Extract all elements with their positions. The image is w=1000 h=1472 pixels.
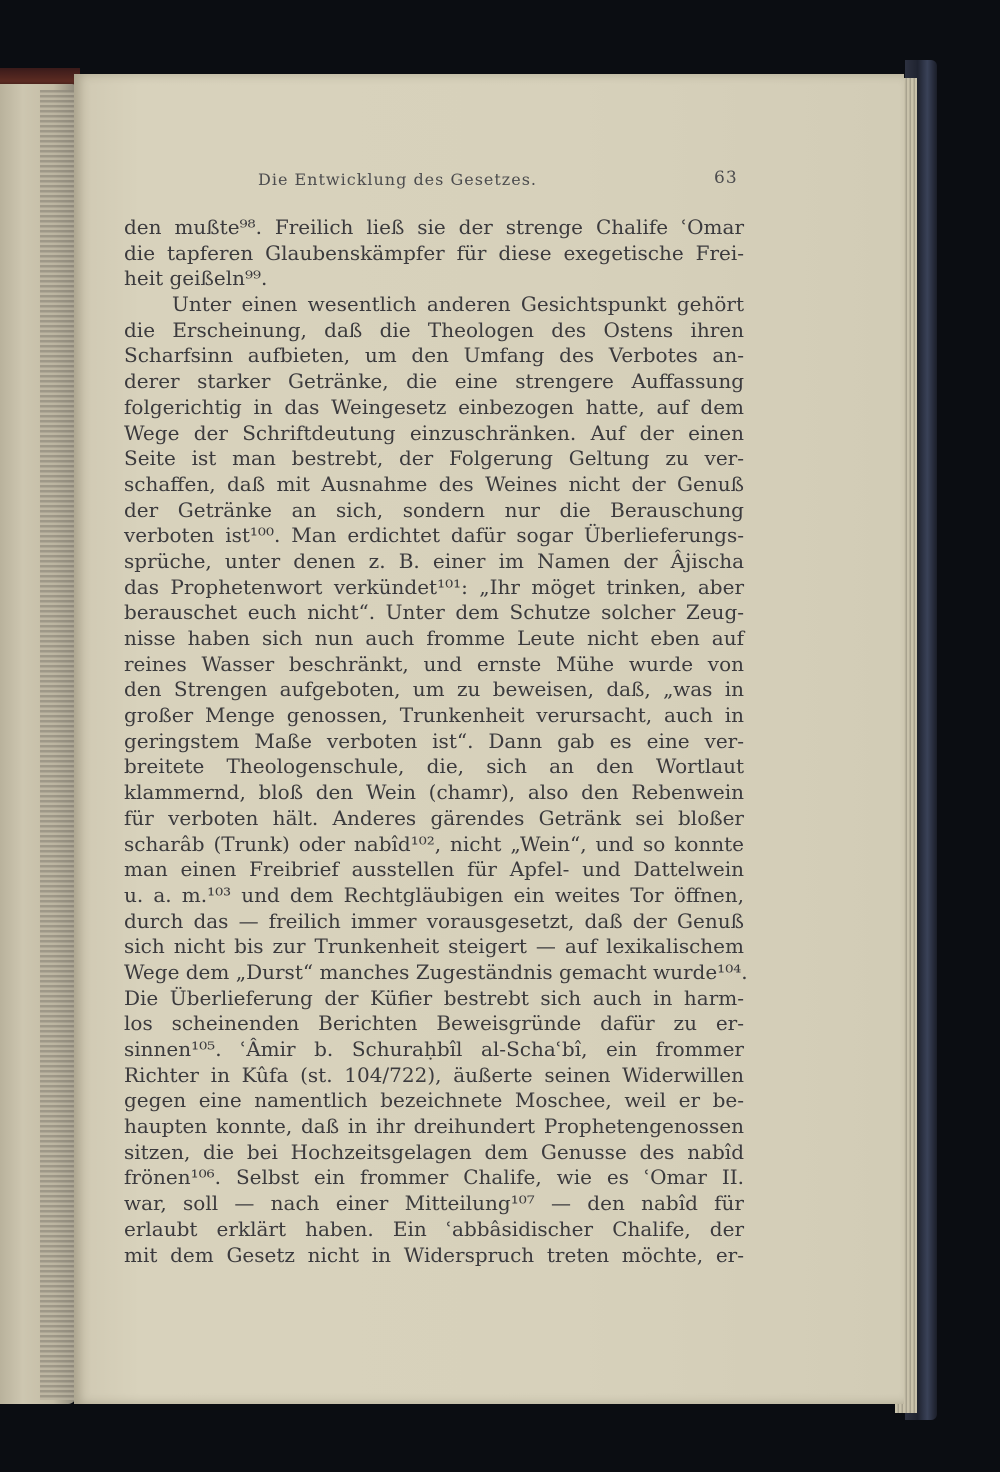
left-page-stack — [40, 90, 76, 1400]
text-line: das Prophetenwort verkündet¹⁰¹: „Ihr möget trinken, aber — [124, 574, 744, 599]
text-line: war, soll — nach einer Mitteilung¹⁰⁷ — den nabîd für — [124, 1191, 744, 1216]
page-number: 63 — [714, 168, 738, 188]
text-line: die Erscheinung, daß die Theologen des Ostens ihren — [124, 317, 744, 342]
text-line: verboten ist¹⁰⁰. Man erdichtet dafür sogar Überlieferungs- — [124, 523, 744, 548]
text-line: Unter einen wesentlich anderen Gesichtspunkt gehört — [172, 292, 744, 317]
text-line: für verboten hält. Anderes gärendes Getränk sei bloßer — [124, 805, 744, 830]
text-line: klammernd, bloß den Wein (chamr), also den Rebenwein — [124, 780, 744, 805]
text-line: scharâb (Trunk) oder nabîd¹⁰², nicht „Wein“, und so konnte — [124, 831, 744, 856]
text-line: Wege dem „Durst“ manches Zugeständnis gemacht wurde¹⁰⁴. — [124, 959, 748, 984]
text-line: den mußte⁹⁸. Freilich ließ sie der strenge Chalife ʿOmar — [124, 215, 744, 239]
text-line: breitete Theologenschule, die, sich an den Wortlaut — [124, 754, 744, 779]
text-line: sprüche, unter denen z. B. einer im Namen der Âjischa — [124, 548, 744, 573]
text-line: reines Wasser beschränkt, und ernste Mühe wurde von — [124, 651, 744, 676]
text-line: Scharfsinn aufbieten, um den Umfang des Verbotes an- — [124, 343, 744, 368]
running-title: Die Entwicklung des Gesetzes. — [258, 170, 537, 189]
text-line: los scheinenden Berichten Beweisgründe dafür zu er- — [124, 1011, 744, 1036]
text-line: sitzen, die bei Hochzeitsgelagen dem Genusse des nabîd — [124, 1139, 744, 1164]
text-line: derer starker Getränke, die eine strengere Auffassung — [124, 369, 744, 394]
text-line: nisse haben sich nun auch fromme Leute nicht eben auf — [124, 626, 744, 650]
page-header — [0, 170, 1000, 194]
text-line: man einen Freibrief ausstellen für Apfel- und Dattelwein — [124, 857, 744, 882]
text-line: erlaubt erklärt haben. Ein ʿabbâsidischer Chalife, der — [124, 1216, 744, 1241]
text-line: sich nicht bis zur Trunkenheit steigert — auf lexikalischem — [124, 934, 744, 959]
text-line: schaffen, daß mit Ausnahme des Weines nicht der Genuß — [124, 471, 744, 496]
text-line: großer Menge genossen, Trunkenheit verursacht, auch in — [124, 703, 744, 728]
text-line: durch das — freilich immer vorausgesetzt, daß der Genuß — [124, 908, 744, 933]
text-line: heit geißeln⁹⁹. — [124, 266, 268, 291]
text-line: u. a. m.¹⁰³ und dem Rechtgläubigen ein weites Tor öffnen, — [124, 882, 744, 907]
text-line: geringstem Maße verboten ist“. Dann gab es eine ver- — [124, 728, 744, 753]
text-line: Richter in Kûfa (st. 104/722), äußerte seinen Widerwillen — [124, 1062, 744, 1087]
text-line: Die Überlieferung der Küfier bestrebt sich auch in harm- — [124, 985, 744, 1010]
text-line: der Getränke an sich, sondern nur die Berauschung — [124, 497, 744, 522]
text-line: Wege der Schriftdeutung einzuschränken. Auf der einen — [124, 420, 744, 445]
text-line: berauschet euch nicht“. Unter dem Schutze solcher Zeug- — [124, 600, 744, 625]
text-line: gegen eine namentlich bezeichnete Moschee, weil er be- — [124, 1088, 744, 1113]
text-line: die tapferen Glaubenskämpfer für diese exegetische Frei- — [124, 240, 744, 265]
text-line: haupten konnte, daß in ihr dreihundert Prophetengenossen — [124, 1114, 744, 1139]
text-line: sinnen¹⁰⁵. ʿÂmir b. Schuraḥbîl al-Schaʿbî, ein frommer — [124, 1037, 744, 1061]
text-line: folgerichtig in das Weingesetz einbezogen hatte, auf dem — [124, 394, 744, 419]
text-line: frönen¹⁰⁶. Selbst ein frommer Chalife, wie es ʿOmar II. — [124, 1165, 744, 1190]
body-text — [124, 215, 748, 1268]
text-line: Seite ist man bestrebt, der Folgerung Geltung zu ver- — [124, 446, 744, 471]
text-line: mit dem Gesetz nicht in Widerspruch treten möchte, er- — [124, 1242, 744, 1267]
text-line: den Strengen aufgeboten, um zu beweisen, daß, „was in — [124, 677, 744, 702]
